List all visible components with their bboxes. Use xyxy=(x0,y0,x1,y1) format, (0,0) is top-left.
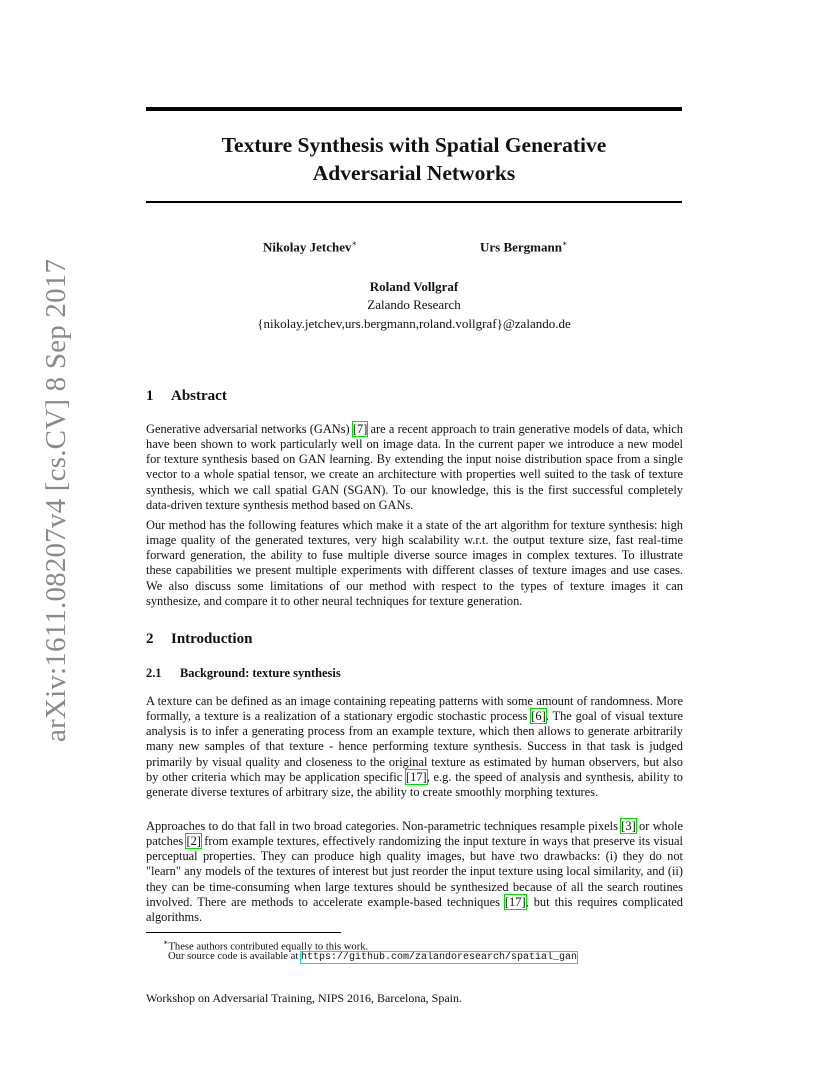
top-rule xyxy=(146,107,682,111)
text: , but this requires complicated algorithms. xyxy=(146,894,683,924)
subsection-number: 2.1 xyxy=(146,666,162,680)
author-vollgraf: Roland Vollgraf xyxy=(369,279,459,294)
source-code-link[interactable]: https://github.com/zalandoresearch/spatial_gan xyxy=(300,952,578,963)
affiliation: Zalando Research xyxy=(367,297,461,312)
venue-note: Workshop on Adversarial Training, NIPS 2016, Barcelona, Spain. xyxy=(146,991,463,1005)
intro-paragraph-1 xyxy=(146,694,683,800)
footnote-mark: ∗ xyxy=(163,938,169,947)
title-line-1: Texture Synthesis with Spatial Generative xyxy=(221,133,607,157)
author-name: Nikolay Jetchev xyxy=(263,239,352,255)
abstract-paragraph-1 xyxy=(146,422,683,513)
author-bergmann xyxy=(480,239,567,255)
section-heading-abstract xyxy=(146,388,227,405)
text: Approaches to do that fall in two broad categories. Non-parametric techniques resample pixels xyxy=(146,819,622,833)
section-number: 1 xyxy=(146,388,154,404)
citation-link[interactable]: [7] xyxy=(352,422,368,436)
paper-title xyxy=(146,131,682,187)
author-name: Urs Bergmann xyxy=(480,239,562,255)
citation-link[interactable]: [6] xyxy=(531,709,546,724)
citation-link[interactable]: [17] xyxy=(504,894,526,909)
section-title: Introduction xyxy=(171,631,253,647)
text: , e.g. the speed of analysis and synthesis, ability to generate diverse textures of arbitrary size, the ability to create smoothly morphing textures. xyxy=(146,769,683,799)
author-jetchev xyxy=(263,239,357,255)
text: or whole patches xyxy=(146,819,683,849)
citation-link[interactable]: [3] xyxy=(621,819,636,833)
text: . The goal of visual texture analysis is to infer a generating process from an example texture, which then allows to generate arbitrarily many new samples of that texture - hence performing texture synthesis. Success in that task is judged primarily by visual quality and closeness to the original texture as estimated by human observers, but also by other criteria which may be application specific xyxy=(146,709,683,784)
text: are a recent approach to train generative models of data, which have been shown to work particularly well on image data. In the current paper we introduce a new model for texture synthesis based on GAN learning. By extending the input noise distribution space from a single vector to a whole spatial tensor, we create an architecture with properties well suited to the task of texture synthesis, which we call spatial GAN (SGAN). To our knowledge, this is the first successful completely data-driven texture synthesis method based on GANs. xyxy=(146,422,684,512)
footnote-text: Our source code is available at xyxy=(168,951,301,962)
equal-contrib-mark: ∗ xyxy=(351,239,357,248)
footnote-source-code xyxy=(168,950,577,964)
subsection-heading-background xyxy=(146,666,341,681)
section-number: 2 xyxy=(146,631,154,647)
arxiv-identifier: arXiv:1611.08207v4 [cs.CV] 8 Sep 2017 xyxy=(40,258,72,742)
title-bottom-rule xyxy=(146,201,682,203)
equal-contrib-mark: ∗ xyxy=(561,239,568,248)
footnote-rule xyxy=(146,932,341,933)
text: from example textures, effectively randomizing the input texture in ways that preserve its visual perceptual properties. They can produce high quality images, but have two drawbacks: (i) they do not "learn" any models of the textures of interest but just reorder the input texture using local similarity, and (ii) they can be time-consuming when large textures should be synthesized because of all the search routines involved. There are methods to accelerate example-based techniques xyxy=(146,834,683,909)
title-line-2: Adversarial Networks xyxy=(312,161,516,185)
footnote-text: These authors contributed equally to this work. xyxy=(168,941,369,953)
intro-paragraph-2 xyxy=(146,819,683,925)
section-title: Abstract xyxy=(171,388,227,404)
section-heading-introduction xyxy=(146,631,252,648)
text: Generative adversarial networks (GANs) xyxy=(146,422,353,436)
citation-link[interactable]: [17] xyxy=(406,769,427,784)
text: A texture can be defined as an image containing repeating patterns with some amount of randomness. More formally, a texture is a realization of a stationary ergodic stochastic process xyxy=(146,694,683,724)
subsection-title: Background: texture synthesis xyxy=(180,666,341,680)
citation-link[interactable]: [2] xyxy=(186,834,201,849)
author-emails: {nikolay.jetchev,urs.bergmann,roland.vollgraf}@zalando.de xyxy=(257,316,571,331)
abstract-paragraph-2: Our method has the following features which make it a state of the art algorithm for texture synthesis: high image quality of the generated textures, very high scalability w.r.t. the output texture size, fast real-time forward generation, the ability to fuse multiple diverse source images in complex textures. To illustrate these capabilities we present multiple experiments with different classes of texture images and use cases. We also discuss some limitations of our method with respect to the types of texture images it can synthesize, and compare it to other neural techniques for texture generation. xyxy=(146,518,683,608)
